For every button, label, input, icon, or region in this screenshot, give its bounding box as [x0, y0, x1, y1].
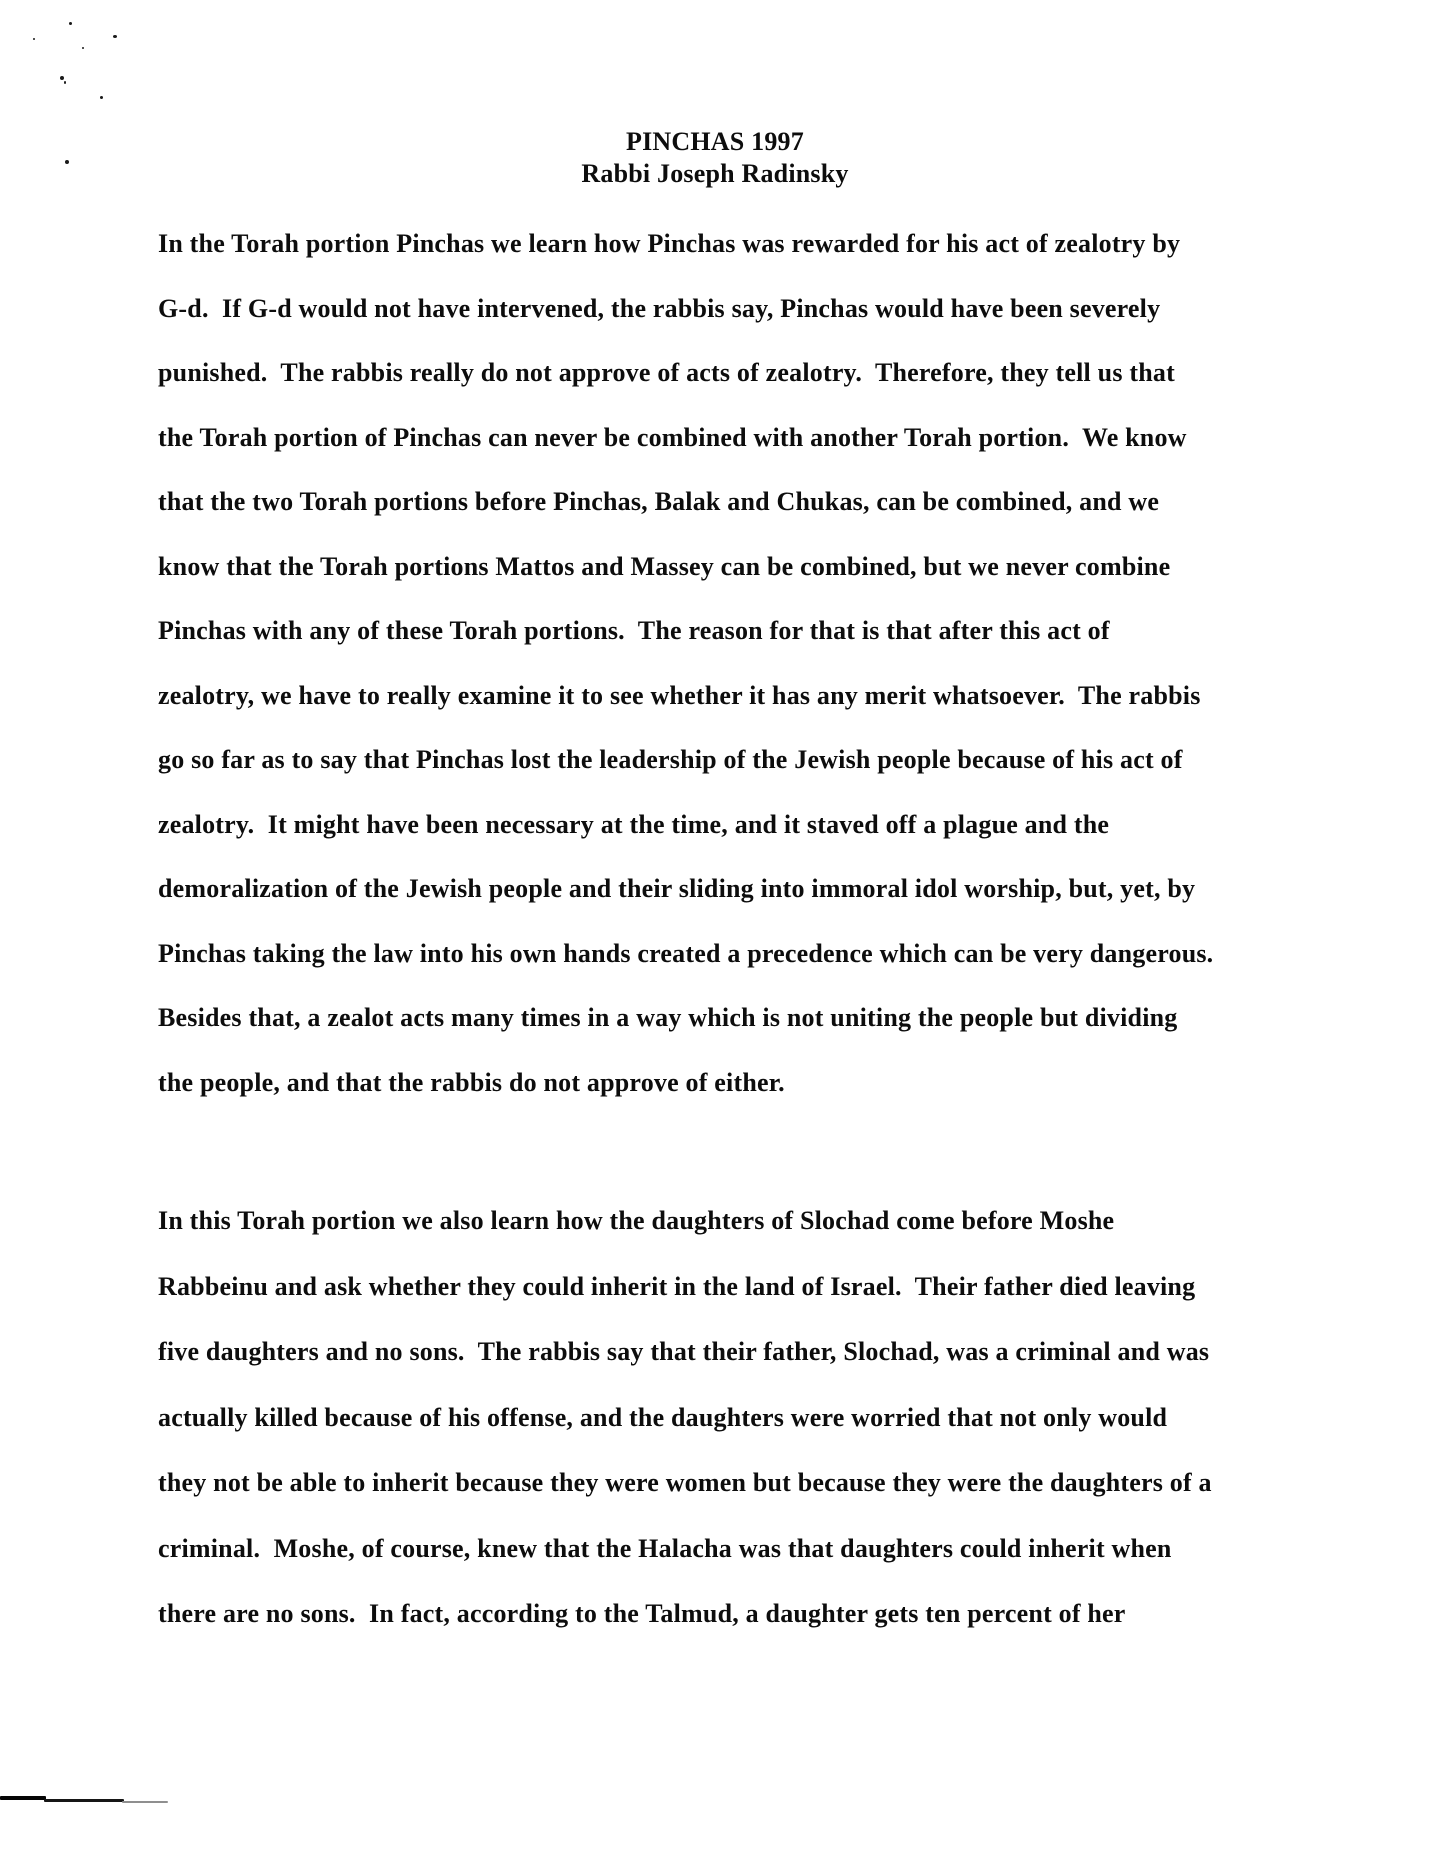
text-line: actually killed because of his offense, and the daughters were worried that not only would [158, 1402, 1168, 1432]
text-line: Pinchas taking the law into his own hands created a precedence which can be very dangerous. [158, 938, 1214, 968]
scan-speckle [82, 47, 84, 49]
scan-speckle [60, 76, 64, 80]
paragraph-2 [158, 1188, 1378, 1647]
text-line: Besides that, a zealot acts many times in a way which is not uniting the people but dividing [158, 1003, 1178, 1032]
document-header [0, 126, 1430, 190]
scan-artifact-segment [0, 1796, 46, 1800]
text-line: Pinchas with any of these Torah portions. The reason for that is that after this act of [158, 616, 1110, 645]
document-author: Rabbi Joseph Radinsky [581, 159, 849, 188]
text-line: the Torah portion of Pinchas can never be combined with another Torah portion. We know [158, 422, 1187, 452]
text-line: there are no sons. In fact, according to the Talmud, a daughter gets ten percent of her [158, 1599, 1126, 1628]
text-line: they not be able to inherit because they were women but because they were the daughters of a [158, 1468, 1212, 1497]
text-line: five daughters and no sons. The rabbis say that their father, Slochad, was a criminal and was [158, 1337, 1210, 1366]
text-line: zealotry, we have to really examine it to see whether it has any merit whatsoever. The rabbis [158, 680, 1201, 710]
scan-speckle [33, 38, 35, 40]
text-line: go so far as to say that Pinchas lost the leadership of the Jewish people because of his act of [158, 745, 1183, 774]
text-line: that the two Torah portions before Pinchas, Balak and Chukas, can be combined, and we [158, 487, 1160, 516]
scan-speckle [113, 35, 117, 38]
paragraph-1 [158, 212, 1378, 1115]
text-line: criminal. Moshe, of course, knew that the Halacha was that daughters could inherit when [158, 1533, 1172, 1563]
text-line: punished. The rabbis really do not approve of acts of zealotry. Therefore, they tell us that [158, 358, 1175, 387]
text-line: the people, and that the rabbis do not approve of either. [158, 1067, 785, 1097]
text-line: know that the Torah portions Mattos and Massey can be combined, but we never combine [158, 551, 1171, 581]
text-line: Rabbeinu and ask whether they could inherit in the land of Israel. Their father died leaving [158, 1271, 1196, 1301]
text-line: In the Torah portion Pinchas we learn how Pinchas was rewarded for his act of zealotry by [158, 229, 1181, 258]
scan-speckle [100, 96, 103, 99]
document-title: PINCHAS 1997 [626, 127, 804, 156]
text-line: zealotry. It might have been necessary at the time, and it staved off a plague and the [158, 809, 1110, 839]
scan-speckle [64, 81, 66, 84]
text-line: In this Torah portion we also learn how the daughters of Slochad come before Moshe [158, 1206, 1115, 1235]
text-line: G-d. If G-d would not have intervened, the rabbis say, Pinchas would have been severely [158, 293, 1161, 323]
text-line: demoralization of the Jewish people and their sliding into immoral idol worship, but, yet, by [158, 874, 1196, 903]
scan-artifact-segment [122, 1801, 168, 1803]
scan-speckle [69, 22, 72, 25]
scan-artifact-segment [44, 1799, 124, 1802]
